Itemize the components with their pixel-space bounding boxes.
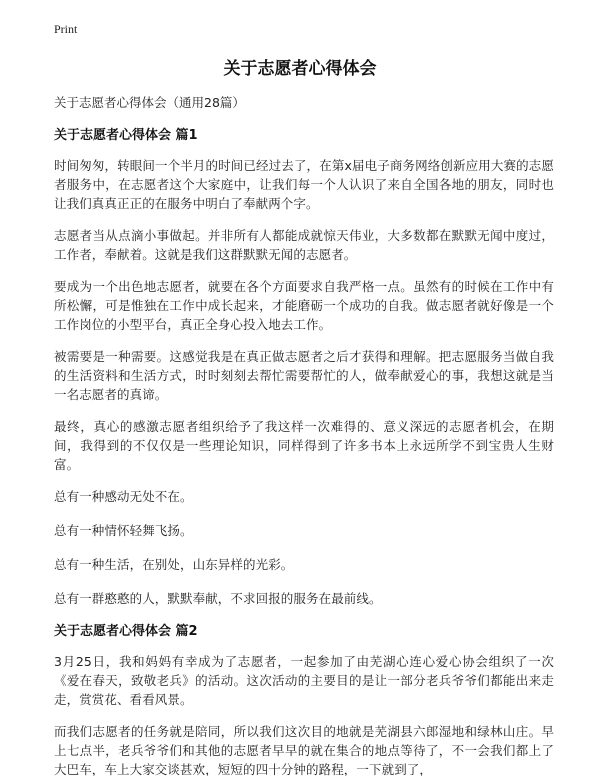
paragraph: 3月25日，我和妈妈有幸成为了志愿者，一起参加了由芜湖心连心爱心协会组织了一次《爱在春天，致敬老兵》的活动。这次活动的主要目的是让一部分老兵爷爷们都能出来走走，赏赏花、看看风景。 [54,654,554,707]
paragraph: 总有一群憨憨的人，默默奉献，不求回报的服务在最前线。 [54,591,382,606]
document-subtitle: 关于志愿者心得体会（通用28篇） [54,95,245,110]
section-2 [54,623,554,776]
paragraph: 被需要是一种需要。这感觉我是在真正做志愿者之后才获得和理解。把志愿服务当做自我的生活资料和生活方式，时时刻刻去帮忙需要帮忙的人，做奉献爱心的事，我想这就是当一名志愿者的真谛。 [54,349,554,402]
section-heading: 关于志愿者心得体会 篇2 [54,624,198,639]
paragraph: 总有一种生活，在别处，山东异样的光彩。 [54,557,294,572]
section-heading: 关于志愿者心得体会 篇1 [54,128,198,143]
paragraph: 时间匆匆，转眼间一个半月的时间已经过去了，在第x届电子商务网络创新应用大赛的志愿者服务中，在志愿者这个大家庭中，让我们每一个人认识了来自全国各地的朋友，同时也让我们真真正正的在服务中明白了奉献两个字。 [54,158,554,211]
print-label[interactable]: Print [54,22,78,36]
document-body [54,94,554,776]
page-title: 关于志愿者心得体会 [223,59,377,79]
paragraph: 最终，真心的感激志愿者组织给予了我这样一次难得的、意义深远的志愿者机会，在期间，我得到的不仅仅是一些理论知识，同样得到了许多书本上永远所学不到宝贵人生财富。 [54,419,554,472]
paragraph: 要成为一个出色地志愿者，就要在各个方面要求自我严格一点。虽然有的时候在工作中有所松懈，可是惟独在工作中成长起来，才能磨砺一个成功的自我。做志愿者就好像是一个工作岗位的小型平台，真正全身心投入地去工作。 [54,279,554,332]
paragraph: 总有一种感动无处不在。 [54,489,193,504]
paragraph: 总有一种情怀轻舞飞扬。 [54,523,193,538]
section-1 [54,127,554,608]
paragraph: 志愿者当从点滴小事做起。并非所有人都能成就惊天伟业，大多数都在默默无闻中度过，工作者，奉献着。这就是我们这群默默无闻的志愿者。 [54,228,554,262]
paragraph: 而我们志愿者的任务就是陪同，所以我们这次目的地就是芜湖县六郎湿地和绿林山庄。早上七点半，老兵爷爷们和其他的志愿者早早的就在集合的地点等待了，不一会我们都上了大巴车，车上大家交谈甚欢，短短的四十分钟的路程，一下就到了， [54,724,554,776]
